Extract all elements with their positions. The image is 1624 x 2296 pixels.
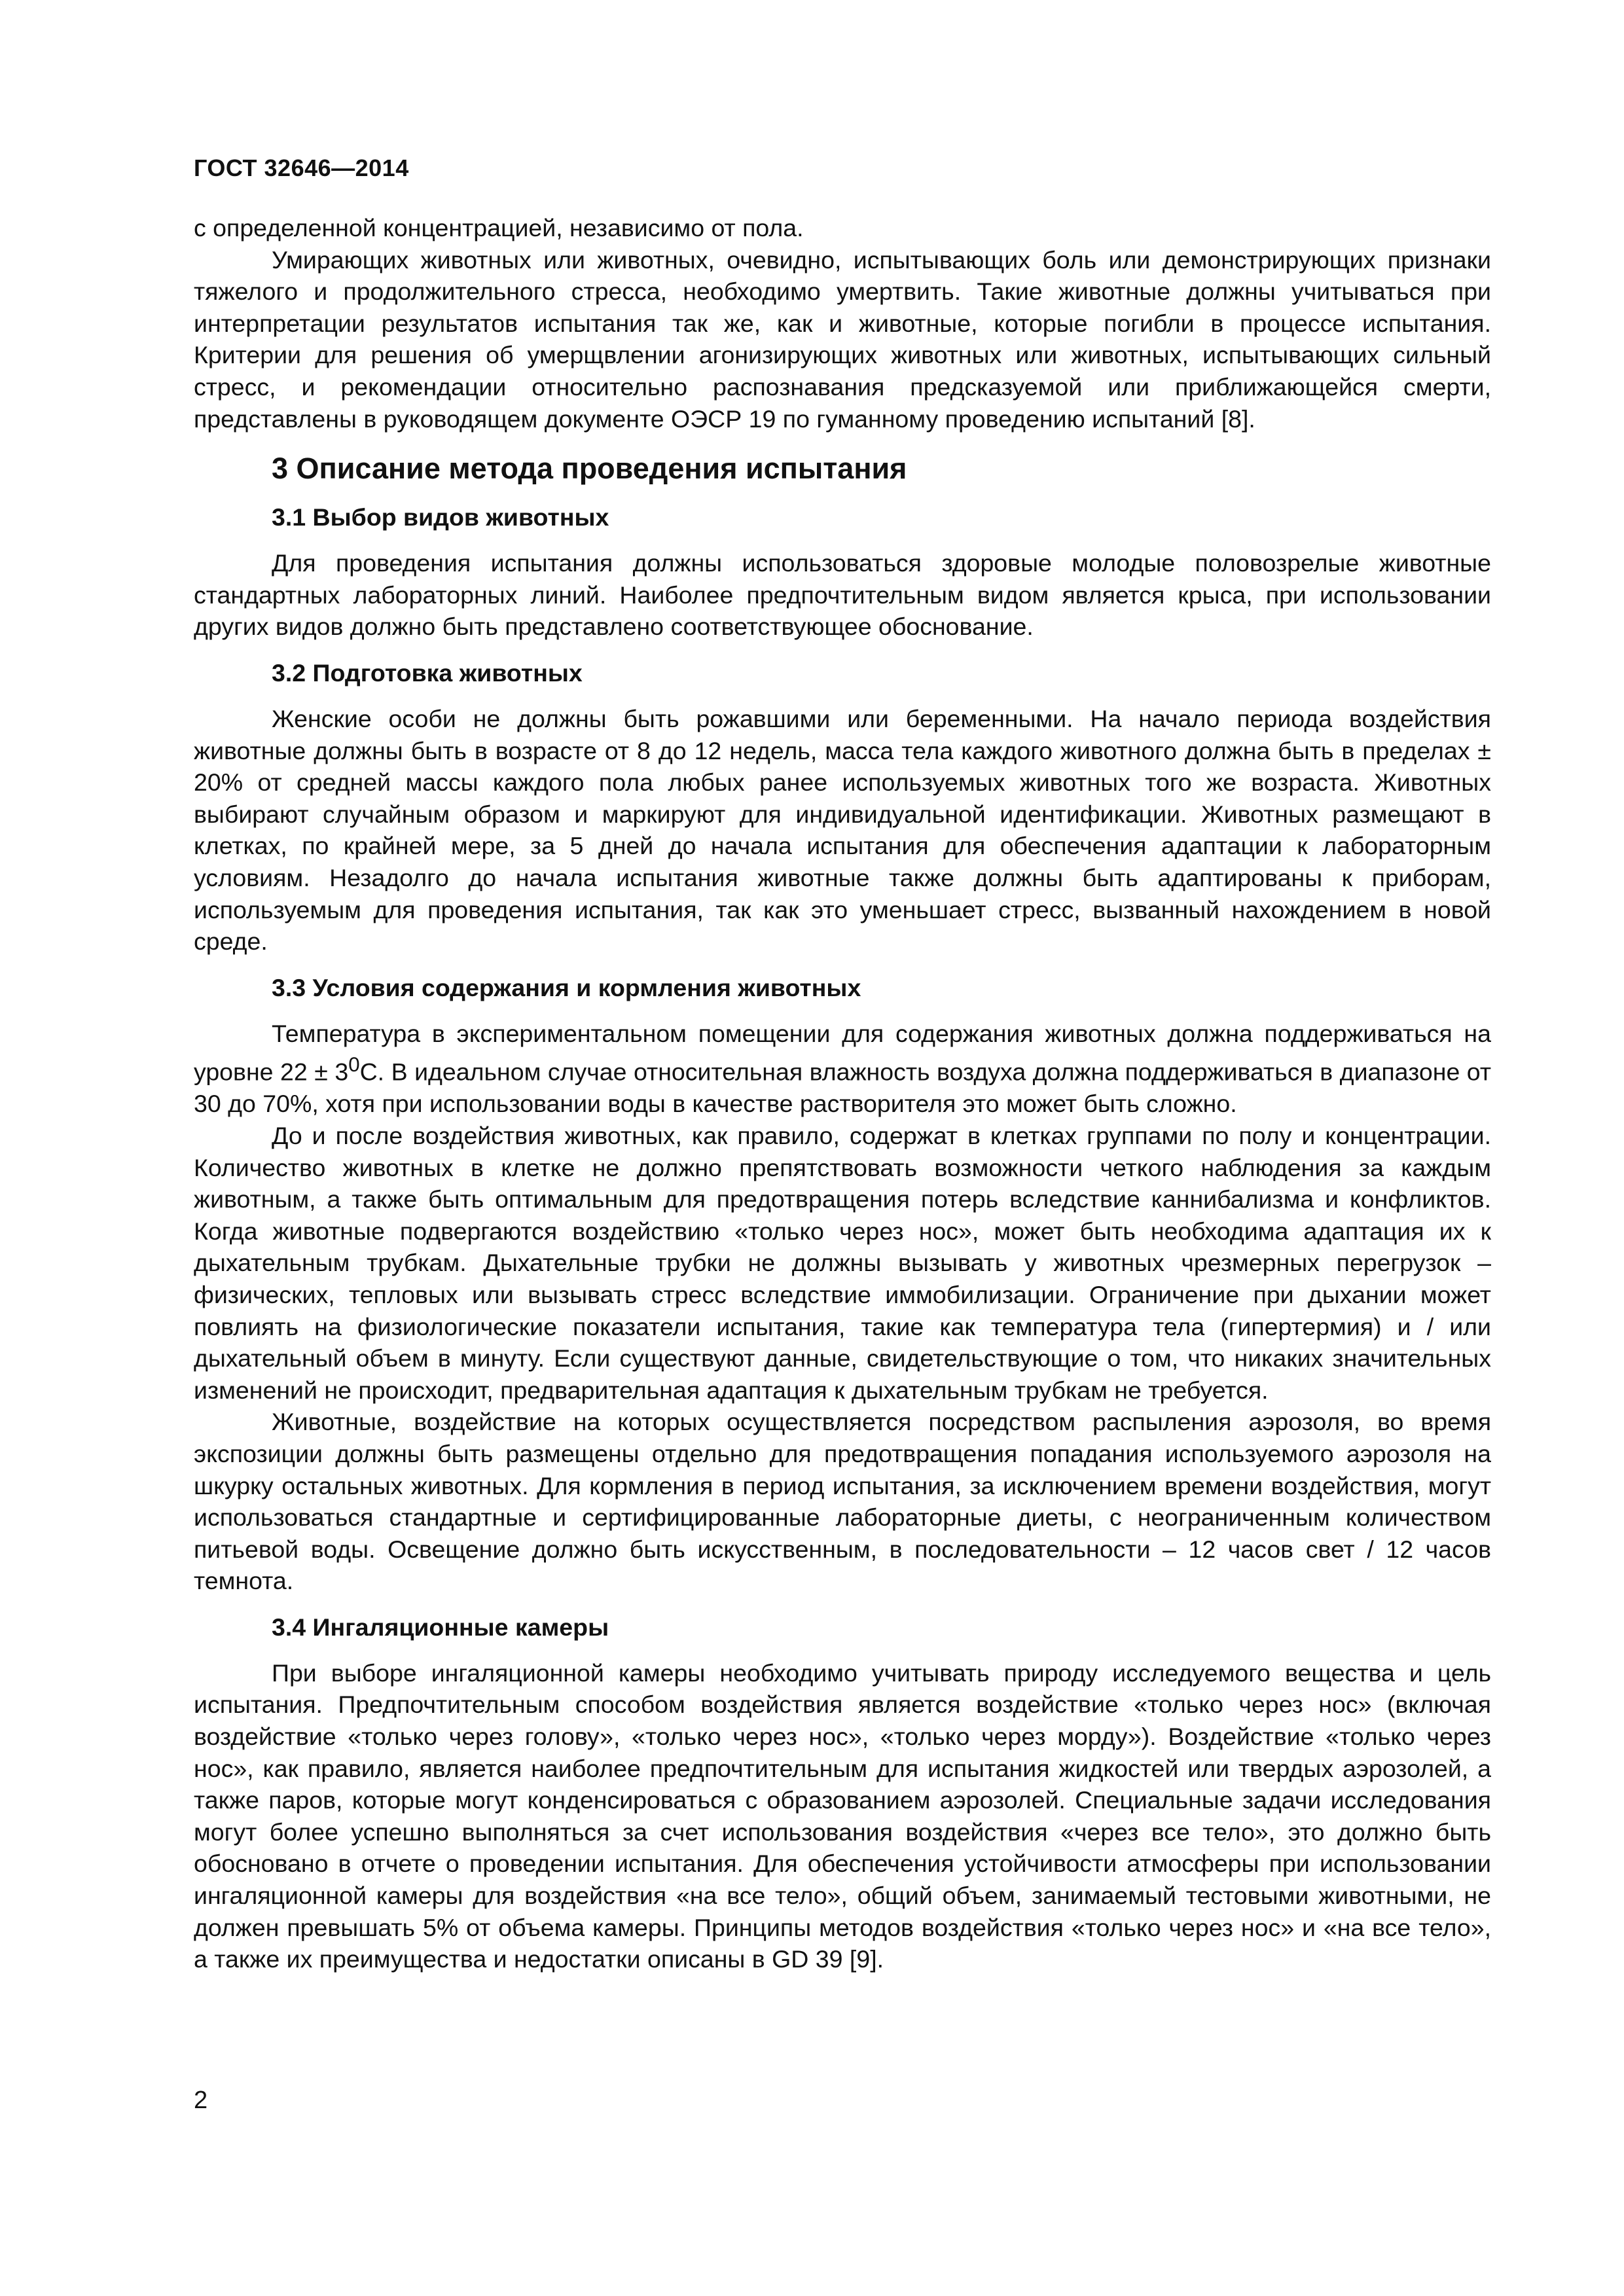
subsection-3-2-title: 3.2 Подготовка животных — [272, 658, 583, 687]
paragraph-housing: До и после воздействия животных, как правило, содержат в клетках группами по полу и концентрации. Количество животных в клетке не должно препятствовать возможности четкого наблюдения за каждым животным, а также быть оптимальным для предотвращения потерь вследствие каннибализма и конфликтов. Когда животные подвергаются воздействию «только через нос», может быть необходима адаптация их к дыхательным трубкам. Дыхательные трубки не должны вызывать у животных чрезмерных перегрузок – физических, тепловых или вызывать стресс вследствие иммобилизации. Ограничение при дыхании может повлиять на физиологические показатели испытания, такие как температура тела (гипертермия) и / или дыхательный объем в минуту. Если существуют данные, свидетельствующие о том, что никаких значительных изменений не происходит, предварительная адаптация к дыхательным трубкам не требуется. — [194, 1121, 1491, 1404]
temperature-text-after: С. В идеальном случае относительная влажность воздуха должна поддерживаться в диапазоне от 30 до 70%, хотя при использовании воды в качестве растворителя это может быть сложно. — [194, 1058, 1492, 1118]
paragraph-inhalation-chambers: При выборе ингаляционной камеры необходимо учитывать природу исследуемого вещества и цель испытания. Предпочтительным способом воздействия является воздействие «только через нос» (включая воздействие «только через голову», «только через нос», «только через морду»). Воздействие «только через нос», как правило, является наиболее предпочтительным для испытания жидкостей или твердых аэрозолей, а также паров, которые могут конденсироваться с образованием аэрозолей. Специальные задачи исследования могут более успешно выполняться за счет использования воздействия «через все тело», это должно быть обосновано в отчете о проведении испытания. Для обеспечения устойчивости атмосферы при использовании ингаляционной камеры для воздействия «на все тело», общий объем, занимаемый тестовыми животными, не должен превышать 5% от объема камеры. Принципы методов воздействия «только через нос» и «на все тело», а также их преимущества и недостатки описаны в GD 39 [9]. — [194, 1659, 1491, 1973]
page-number: 2 — [194, 2087, 208, 2114]
temperature-text-before: Температура в экспериментальном помещении для содержания животных должна поддерживаться на уровне 22 ± 3 — [194, 1019, 1491, 1086]
paragraph-aerosol-feeding: Животные, воздействие на которых осуществляется посредством распыления аэрозоля, во время экспозиции должны быть размещены отдельно для предотвращения попадания используемого аэрозоля на шкурку остальных животных. Для кормления в период испытания, за исключением времени воздействия, могут использоваться стандартные и сертифицированные лабораторные диеты, с неограниченным количеством питьевой воды. Освещение должно быть искусственным, в последовательности – 12 часов свет / 12 часов темнота. — [194, 1408, 1491, 1595]
degree-superscript: 0 — [348, 1053, 360, 1077]
document-code-header: ГОСТ 32646—2014 — [194, 154, 409, 181]
paragraph-temperature — [194, 1018, 1491, 1120]
paragraph-continuation: с определенной концентрацией, независимо от пола. — [194, 214, 804, 242]
section-3-title: 3 Описание метода проведения испытания — [272, 452, 907, 486]
subsection-3-3-title: 3.3 Условия содержания и кормления животных — [272, 973, 861, 1001]
document-body — [194, 212, 1491, 1975]
paragraph-animal-selection: Для проведения испытания должны использоваться здоровые молодые половозрелые животные стандартных лабораторных линий. Наиболее предпочтительным видом является крыса, при использовании других видов должно быть представлено соответствующее обоснование. — [194, 549, 1491, 641]
paragraph-humane-endpoints: Умирающих животных или животных, очевидно, испытывающих боль или демонстрирующих признаки тяжелого и продолжительного стресса, необходимо умертвить. Такие животные должны учитываться при интерпретации результатов испытания так же, как и животные, которые погибли в процессе испытания. Критерии для решения об умерщвлении агонизирующих животных или животных, испытывающих сильный стресс, и рекомендации относительно распознавания предсказуемой или приближающейся смерти, представлены в руководящем документе ОЭСР 19 по гуманному проведению испытаний [8]. — [194, 245, 1491, 433]
subsection-3-4-title: 3.4 Ингаляционные камеры — [272, 1613, 609, 1641]
subsection-3-1-title: 3.1 Выбор видов животных — [272, 503, 609, 531]
paragraph-animal-preparation: Женские особи не должны быть рожавшими или беременными. На начало периода воздействия животные должны быть в возрасте от 8 до 12 недель, масса тела каждого животного должна быть в пределах ± 20% от средней массы каждого пола любых ранее используемых животных того же возраста. Животных выбирают случайным образом и маркируют для индивидуальной идентификации. Животных размещают в клетках, по крайней мере, за 5 дней до начала испытания для обеспечения адаптации к лабораторным условиям. Незадолго до начала испытания животные также должны быть адаптированы к приборам, используемым для проведения испытания, так как это уменьшает стресс, вызванный нахождением в новой среде. — [194, 704, 1491, 956]
